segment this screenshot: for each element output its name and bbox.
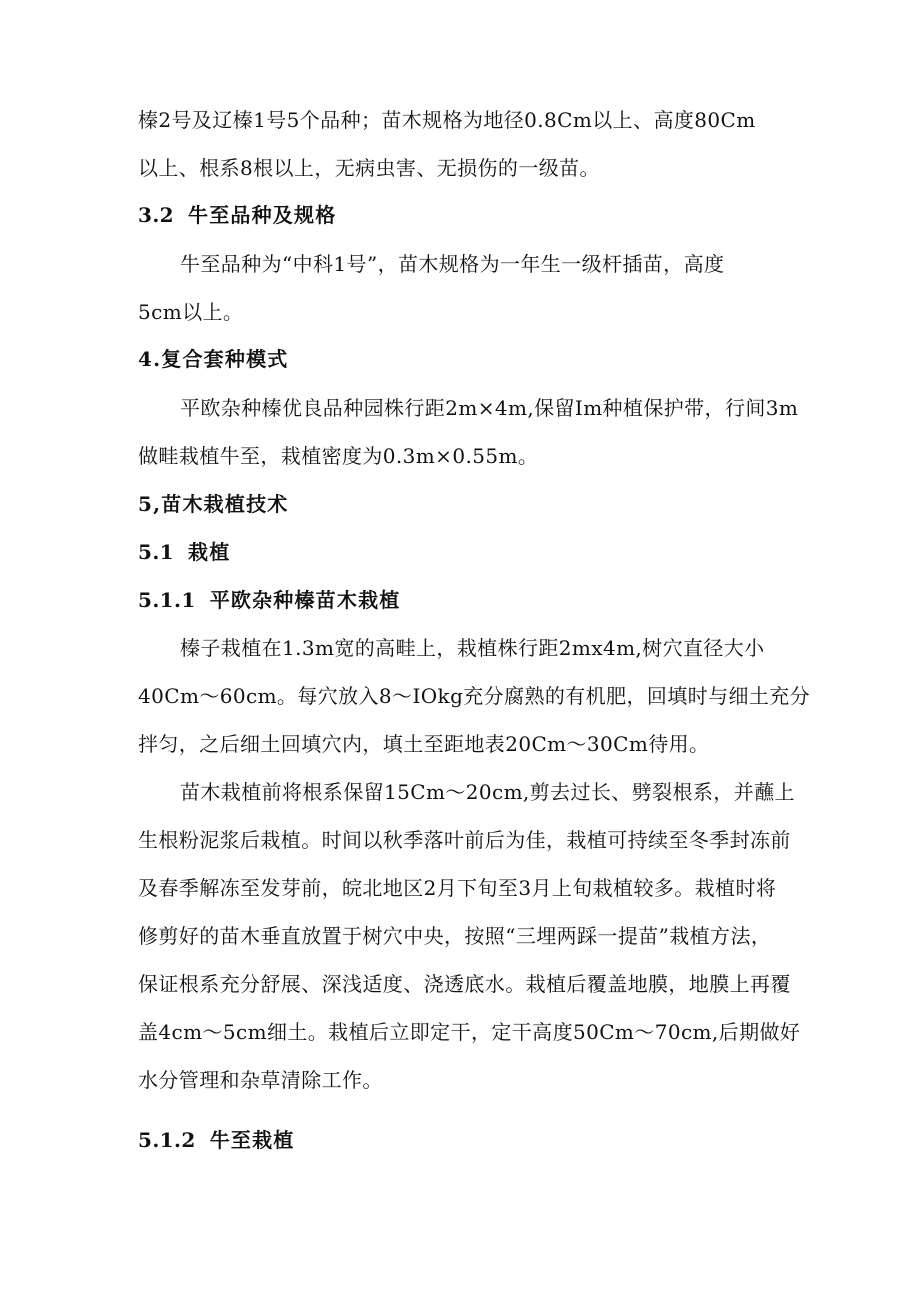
paragraph-intercrop-line-2: 做畦栽植牛至，栽植密度为0.3m×0.55m。: [138, 444, 539, 468]
paragraph-hazel-planting-line-2: 40Cm～60cm。每穴放入8～IOkg充分腐熟的有机肥，回填时与细土充分: [138, 684, 811, 708]
paragraph-seedling-planting-line-3: 及春季解冻至发芽前，皖北地区2月下旬至3月上旬栽植较多。栽植时将: [138, 876, 777, 900]
heading-4-text: 4.复合套种模式: [138, 347, 289, 371]
paragraph-hazel-planting-line-3: 拌匀，之后细土回填穴内，填土至距地表20Cm～30Cm待用。: [138, 732, 710, 756]
paragraph-seedling-planting-line-4: 修剪好的苗木垂直放置于树穴中央，按照“三埋两踩一提苗”栽植方法，: [138, 924, 772, 948]
heading-5: [138, 490, 288, 518]
paragraph-oregano-variety-line-2: 5cm以上。: [138, 300, 244, 324]
heading-5-1-number: 5.1: [138, 540, 174, 564]
heading-3-2-number: 3.2: [138, 203, 174, 227]
heading-5-1-1-title: 平欧杂种榛苗木栽植: [209, 588, 401, 612]
heading-4: [138, 345, 288, 373]
heading-5-1-1-number: 5.1.1: [138, 588, 196, 612]
paragraph-hazel-planting-line-1: 榛子栽植在1.3m宽的高畦上，栽植株行距2mx4m,树穴直径大小: [180, 636, 765, 660]
heading-5-1: [138, 538, 230, 566]
paragraph-seedling-planting-line-1: 苗木栽植前将根系保留15Cm～20cm,剪去过长、劈裂根系，并蘸上: [180, 780, 795, 804]
heading-5-1-2-title: 牛至栽植: [209, 1128, 295, 1152]
paragraph-seedling-planting-line-7: 水分管理和杂草清除工作。: [138, 1068, 383, 1092]
paragraph-oregano-variety-line-1: 牛至品种为“中科1号”，苗木规格为一年生一级杆插苗，高度: [180, 252, 725, 276]
heading-5-1-title: 栽植: [188, 540, 231, 564]
paragraph-seedling-planting-line-5: 保证根系充分舒展、深浅适度、浇透底水。栽植后覆盖地膜，地膜上再覆: [138, 972, 791, 996]
paragraph-seedling-planting-line-6: 盖4cm～5cm细土。栽植后立即定干，定干高度50Cm～70cm,后期做好: [138, 1020, 801, 1044]
heading-5-1-2: [138, 1126, 295, 1154]
paragraph-seedling-planting-line-2: 生根粉泥浆后栽植。时间以秋季落叶前后为佳，栽植可持续至冬季封冻前: [138, 828, 791, 852]
paragraph-varieties-line-2: 以上、根系8根以上，无病虫害、无损伤的一级苗。: [138, 156, 600, 180]
heading-3-2: [138, 201, 336, 229]
heading-3-2-title: 牛至品种及规格: [188, 203, 337, 227]
heading-5-1-1: [138, 586, 401, 614]
paragraph-intercrop-line-1: 平欧杂种榛优良品种园株行距2m×4m,保留Im种植保护带，行间3m: [180, 396, 799, 420]
heading-5-text: 5,苗木栽植技术: [138, 492, 289, 516]
heading-5-1-2-number: 5.1.2: [138, 1128, 196, 1152]
paragraph-varieties-line-1: 榛2号及辽榛1号5个品种；苗木规格为地径0.8Cm以上、高度80Cm: [138, 108, 756, 132]
